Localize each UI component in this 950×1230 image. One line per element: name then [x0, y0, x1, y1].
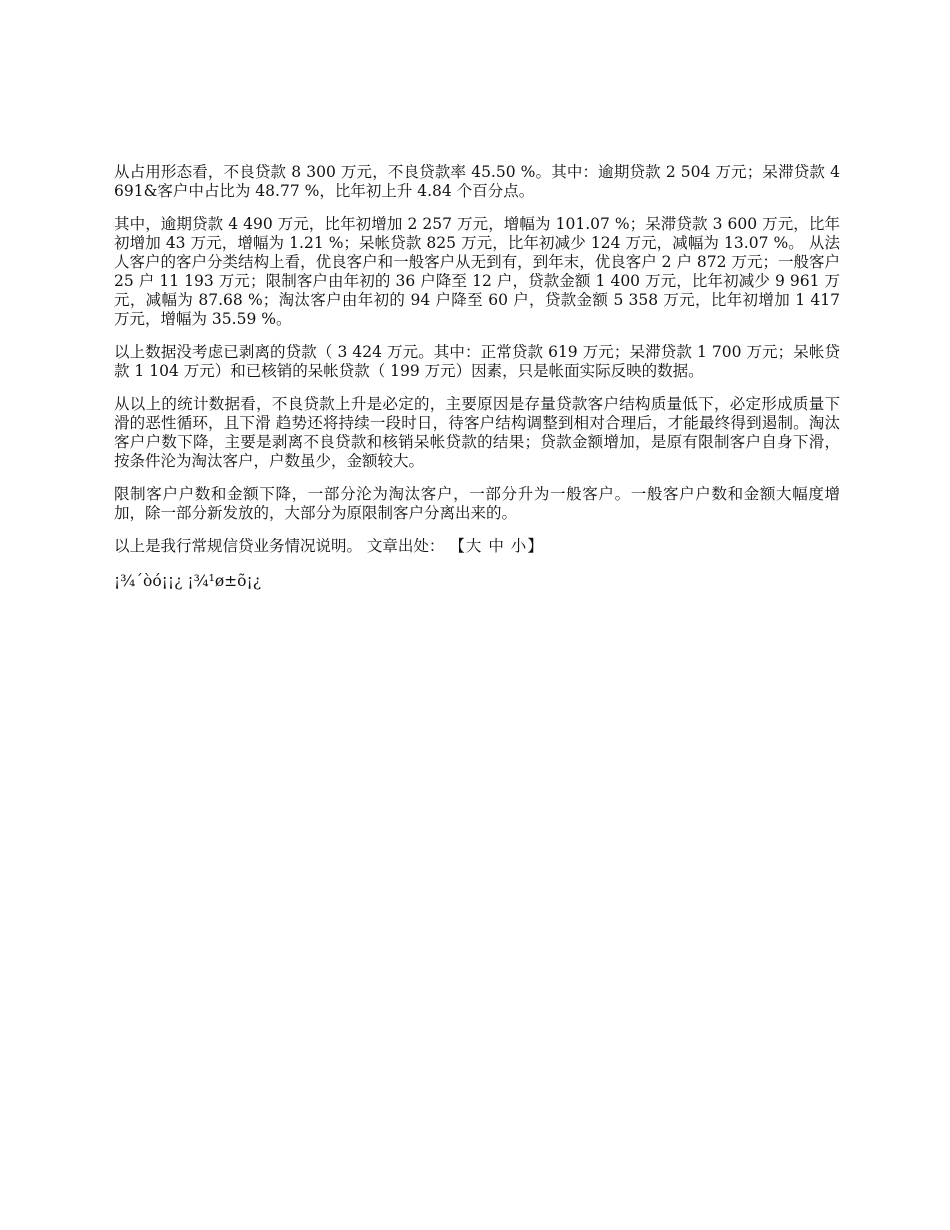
- closing-text: 以上是我行常规信贷业务情况说明。 文章出处：: [114, 537, 445, 555]
- font-size-controls: [449, 537, 543, 555]
- bracket-close: 】: [527, 537, 544, 555]
- paragraph-data-note: 以上数据没考虑已剥离的贷款（ 3 424 万元。其中：正常贷款 619 万元；呆滞贷款 1 700 万元；呆帐贷款 1 104 万元）和已核销的呆帐贷款（ 199 万元）因素，只是帐面实际反映的数据。: [114, 343, 840, 380]
- garbled-footer-links: ¡¾´òó¡¡¿ ¡¾¹ø±õ¡¿: [114, 572, 262, 590]
- bracket-open: 【: [449, 537, 466, 555]
- font-size-medium-link[interactable]: 中: [488, 537, 505, 555]
- paragraph-overdue-details: 其中，逾期贷款 4 490 万元，比年初增加 2 257 万元，增幅为 101.07 %；呆滞贷款 3 600 万元，比年初增加 43 万元，增幅为 1.21 %；呆帐贷款 825 万元，比年初减少 124 万元，减幅为 13.07 %。 从法人客户的客户分类结构上看，优良客户和一般客户从无到有，到年末，优良客户 2 户 872 万元；一般客户 25 户 11 193 万元；限制客户由年初的 36 户降至 12 户，贷款金额 1 400 万元，比年初减少 9 961 万元，减幅为 87.68 %；淘汰客户由年初的 94 户降至 60 户，贷款金额 5 358 万元，比年初增加 1 417 万元，增幅为 35.59 %。: [114, 215, 840, 328]
- closing-line: [114, 537, 840, 556]
- article-body: [114, 163, 840, 591]
- font-size-small-link[interactable]: 小: [510, 537, 528, 555]
- paragraph-restricted-clients: 限制客户户数和金额下降，一部分沦为淘汰客户，一部分升为一般客户。一般客户户数和金额大幅度增加，除一部分新发放的，大部分为原限制客户分离出来的。: [114, 485, 840, 522]
- paragraph-analysis: 从以上的统计数据看，不良贷款上升是必定的，主要原因是存量贷款客户结构质量低下，必定形成质量下滑的恶性循环，且下滑 趋势还将持续一段时日，待客户结构调整到相对合理后，才能最终得到遏制。淘汰客户户数下降，主要是剥离不良贷款和核销呆帐贷款的结果；贷款金额增加，是原有限制客户自身下滑，按条件沦为淘汰客户，户数虽少，金额较大。: [114, 395, 840, 470]
- paragraph-occupancy: 从占用形态看，不良贷款 8 300 万元，不良贷款率 45.50 %。其中：逾期贷款 2 504 万元；呆滞贷款 4 691&客户中占比为 48.77 %，比年初上升 4.84 个百分点。: [114, 163, 840, 200]
- font-size-large-link[interactable]: 大: [465, 537, 483, 555]
